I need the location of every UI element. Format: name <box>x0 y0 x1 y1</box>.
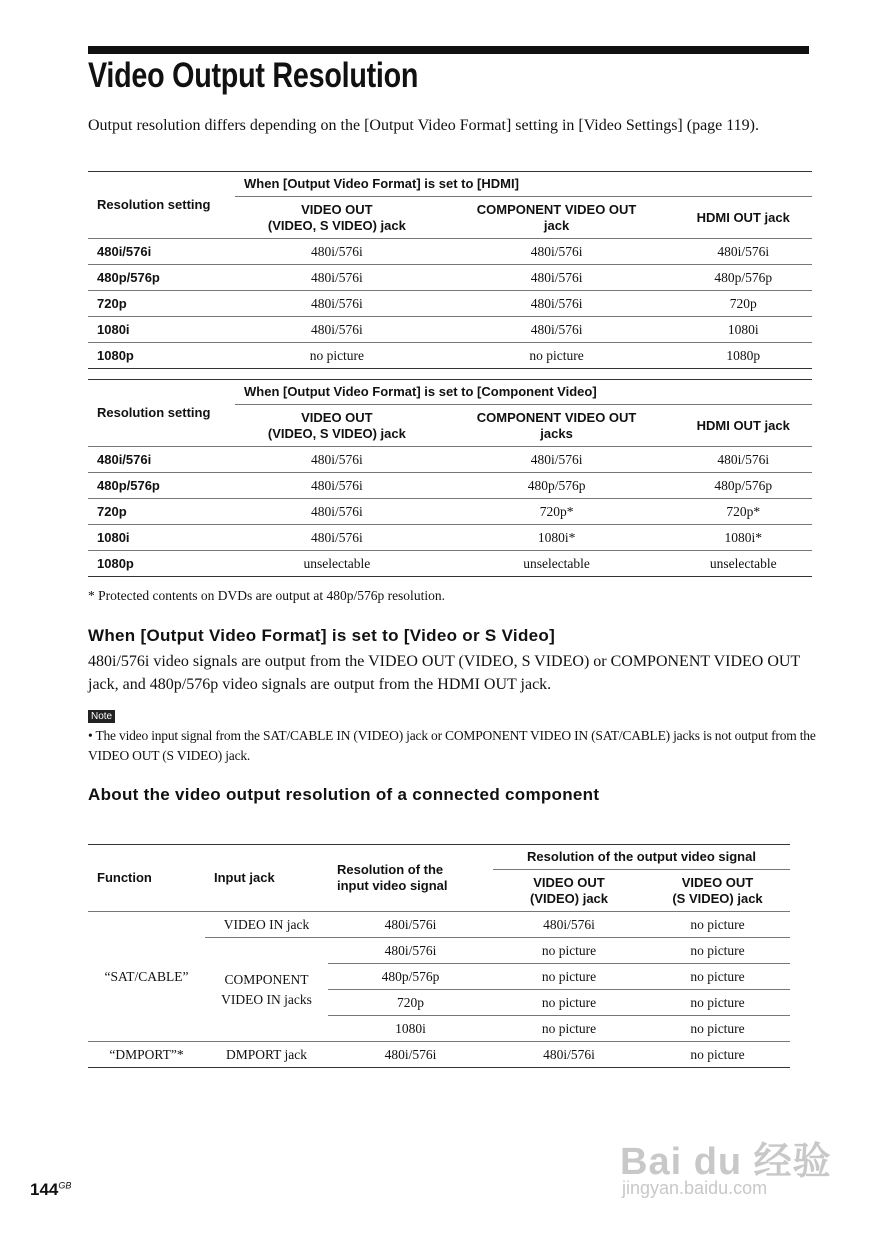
cell: 1080i <box>674 317 812 343</box>
header-svideo-out: VIDEO OUT (S VIDEO) jack <box>672 874 763 906</box>
cell: 480p/576p <box>674 473 812 499</box>
table-row <box>88 499 812 525</box>
cell: 480i/576i <box>493 912 645 938</box>
cell: no picture <box>493 938 645 964</box>
group-header: When [Output Video Format] is set to [Component Video] <box>235 380 812 405</box>
header-rule <box>88 46 809 54</box>
page-number <box>30 1180 71 1200</box>
cell: no picture <box>439 343 675 369</box>
cell: no picture <box>645 938 790 964</box>
table-row <box>88 239 812 265</box>
resolution-setting-cell: 1080p <box>88 551 235 577</box>
header-output-group: Resolution of the output video signal <box>493 845 790 870</box>
col-header: HDMI OUT jack <box>696 417 790 433</box>
table-row <box>88 473 812 499</box>
cell: 480i/576i <box>235 317 439 343</box>
note-text: • The video input signal from the SAT/CABLE IN (VIDEO) jack or COMPONENT VIDEO IN (SAT/CABLE) jacks is not output from the VIDEO OUT (S VIDEO) jack. <box>88 728 816 763</box>
table-row <box>88 447 812 473</box>
table-row <box>88 291 812 317</box>
intro-text: Output resolution differs depending on the [Output Video Format] setting in [Video Settings] (page 119). <box>88 117 760 134</box>
function-cell: “DMPORT”* <box>88 1042 205 1068</box>
table-row <box>88 265 812 291</box>
cell: 480i/576i <box>439 291 675 317</box>
header-video-out: VIDEO OUT (VIDEO) jack <box>529 874 609 906</box>
cell: 480i/576i <box>235 239 439 265</box>
cell: 720p* <box>674 499 812 525</box>
cell: no picture <box>645 1042 790 1068</box>
section-heading: About the video output resolution of a connected component <box>88 785 600 804</box>
col-header: HDMI OUT jack <box>696 209 790 225</box>
resolution-setting-cell: 1080i <box>88 317 235 343</box>
cell: 720p <box>674 291 812 317</box>
col-header: COMPONENT VIDEO OUT jack <box>476 201 637 233</box>
input-jack-cell: DMPORT jack <box>205 1042 328 1068</box>
table-row <box>88 343 812 369</box>
cell: no picture <box>645 1016 790 1042</box>
section-text: 480i/576i video signals are output from the VIDEO OUT (VIDEO, S VIDEO) or COMPONENT VIDEO OUT jack, and 480p/576p video signals are output from the HDMI OUT jack. <box>88 653 800 693</box>
header-input-jack: Input jack <box>214 870 275 885</box>
col-header: COMPONENT VIDEO OUT jacks <box>476 409 637 441</box>
cell: unselectable <box>235 551 439 577</box>
cell: 480i/576i <box>235 265 439 291</box>
input-jack-cell: COMPONENT VIDEO IN jacks <box>205 938 328 1042</box>
col-header: VIDEO OUT (VIDEO, S VIDEO) jack <box>267 201 406 233</box>
function-cell: “SAT/CABLE” <box>88 912 205 1042</box>
cell: 480i/576i <box>235 499 439 525</box>
cell: 1080i <box>328 1016 493 1042</box>
resolution-setting-cell: 720p <box>88 499 235 525</box>
watermark-logo: Bai du 经验 <box>620 1141 832 1183</box>
table-row <box>88 525 812 551</box>
resolution-setting-cell: 480p/576p <box>88 473 235 499</box>
cell: no picture <box>493 1016 645 1042</box>
header-input-res: Resolution of the input video signal <box>337 862 448 893</box>
cell: 1080i* <box>439 525 675 551</box>
table-row <box>88 1042 790 1068</box>
cell: 480i/576i <box>235 291 439 317</box>
cell: unselectable <box>439 551 675 577</box>
resolution-setting-cell: 1080i <box>88 525 235 551</box>
input-jack-cell: VIDEO IN jack <box>205 912 328 938</box>
note-label: Note <box>88 710 115 723</box>
resolution-setting-cell: 480i/576i <box>88 239 235 265</box>
resolution-setting-cell: 480p/576p <box>88 265 235 291</box>
watermark-url: jingyan.baidu.com <box>622 1178 768 1198</box>
header-function: Function <box>97 870 152 885</box>
cell: 480i/576i <box>439 239 675 265</box>
resolution-setting-cell: 480i/576i <box>88 447 235 473</box>
cell: 480i/576i <box>328 938 493 964</box>
cell: 480i/576i <box>235 473 439 499</box>
cell: no picture <box>645 912 790 938</box>
section-heading: When [Output Video Format] is set to [Video or S Video] <box>88 626 556 645</box>
cell: 480i/576i <box>493 1042 645 1068</box>
cell: 480i/576i <box>328 912 493 938</box>
connected-component-table <box>88 844 790 1068</box>
cell: 480p/576p <box>439 473 675 499</box>
cell: no picture <box>235 343 439 369</box>
cell: unselectable <box>674 551 812 577</box>
row-header: Resolution setting <box>97 405 211 420</box>
footnote: * Protected contents on DVDs are output at 480p/576p resolution. <box>88 588 445 603</box>
cell: 480i/576i <box>439 447 675 473</box>
table-row <box>88 317 812 343</box>
cell: 720p* <box>439 499 675 525</box>
table-row <box>88 912 790 938</box>
cell: 480i/576i <box>328 1042 493 1068</box>
cell: 480i/576i <box>235 447 439 473</box>
cell: 720p <box>328 990 493 1016</box>
cell: 1080i* <box>674 525 812 551</box>
cell: no picture <box>645 964 790 990</box>
cell: 480i/576i <box>439 265 675 291</box>
row-header: Resolution setting <box>97 197 211 212</box>
group-header: When [Output Video Format] is set to [HDMI] <box>235 172 812 197</box>
cell: 1080p <box>674 343 812 369</box>
page-title: Video Output Resolution <box>88 56 419 95</box>
cell: no picture <box>645 990 790 1016</box>
cell: 480p/576p <box>328 964 493 990</box>
cell: 480p/576p <box>674 265 812 291</box>
col-header: VIDEO OUT (VIDEO, S VIDEO) jack <box>267 409 406 441</box>
cell: 480i/576i <box>235 525 439 551</box>
cell: 480i/576i <box>674 239 812 265</box>
cell: no picture <box>493 990 645 1016</box>
resolution-setting-cell: 720p <box>88 291 235 317</box>
cell: 480i/576i <box>439 317 675 343</box>
page-suffix: GB <box>58 1180 72 1191</box>
resolution-setting-cell: 1080p <box>88 343 235 369</box>
hdmi-table <box>88 171 812 369</box>
table-row <box>88 551 812 577</box>
cell: 480i/576i <box>674 447 812 473</box>
page-number-value: 144 <box>30 1180 59 1199</box>
cell: no picture <box>493 964 645 990</box>
component-table <box>88 379 812 577</box>
